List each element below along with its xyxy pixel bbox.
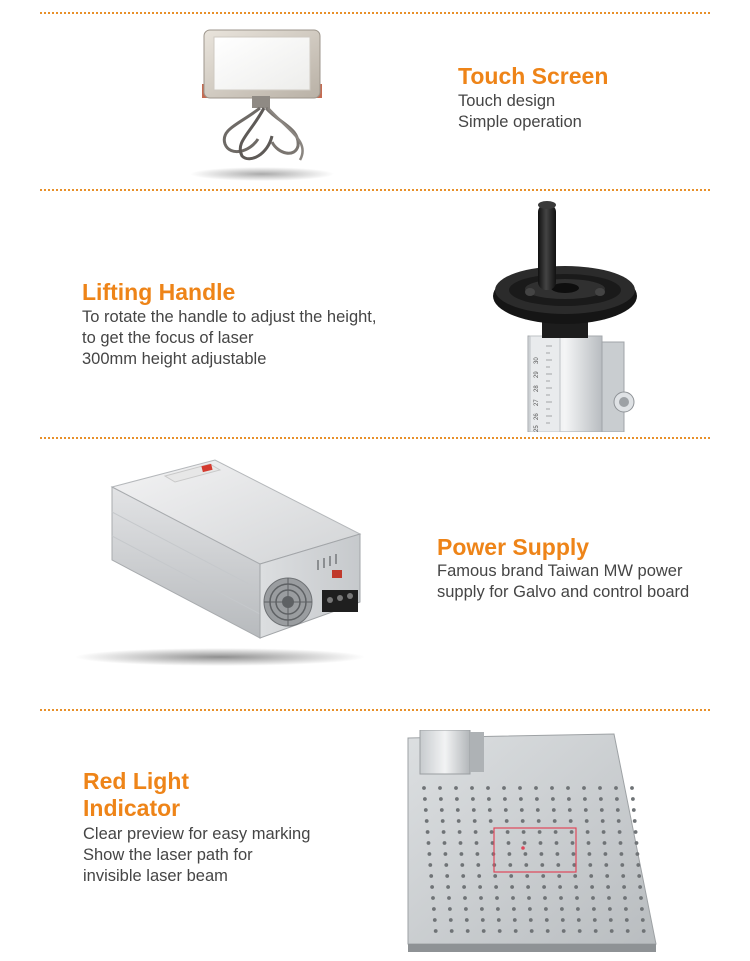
table-hole	[495, 896, 499, 900]
table-hole	[476, 863, 480, 867]
table-hole	[624, 907, 628, 911]
table-hole	[567, 797, 571, 801]
table-hole	[535, 797, 539, 801]
table-hole	[634, 830, 638, 834]
table-hole	[445, 874, 449, 878]
feature-title: Lifting Handle	[82, 279, 236, 305]
scale-tick-label: 25	[534, 425, 540, 432]
table-hole	[509, 874, 513, 878]
table-hole	[559, 896, 563, 900]
table-hole	[520, 808, 524, 812]
table-hole	[456, 808, 460, 812]
table-hole	[618, 830, 622, 834]
table-hole	[545, 918, 549, 922]
table-hole	[577, 918, 581, 922]
table-hole	[442, 830, 446, 834]
table-hole	[534, 786, 538, 790]
table-hole	[604, 863, 608, 867]
table-hole	[543, 896, 547, 900]
table-hole	[539, 841, 543, 845]
table-hole	[476, 852, 480, 856]
table-hole	[578, 929, 582, 933]
table-hole	[489, 819, 493, 823]
table-hole	[508, 852, 512, 856]
table-hole	[426, 830, 430, 834]
table-hole	[438, 786, 442, 790]
table-hole	[556, 852, 560, 856]
table-hole	[474, 830, 478, 834]
table-hole	[571, 841, 575, 845]
table-hole	[603, 841, 607, 845]
table-hole	[537, 819, 541, 823]
scale-tick-label: 27	[534, 399, 540, 406]
table-hole	[448, 907, 452, 911]
table-hole	[439, 797, 443, 801]
table-hole	[455, 797, 459, 801]
table-hole	[626, 929, 630, 933]
table-hole	[530, 929, 534, 933]
table-hole	[431, 896, 435, 900]
table-hole	[575, 896, 579, 900]
title-line: Indicator	[83, 795, 181, 821]
table-hole	[544, 907, 548, 911]
table-hole	[641, 918, 645, 922]
table-hole	[504, 808, 508, 812]
table-hole	[587, 841, 591, 845]
table-hole	[588, 852, 592, 856]
description-line: invisible laser beam	[83, 867, 228, 885]
scale-tick-label: 30	[534, 357, 540, 364]
feature-description	[458, 91, 582, 133]
table-hole	[446, 885, 450, 889]
table-hole	[434, 929, 438, 933]
table-hole	[472, 808, 476, 812]
table-hole	[525, 874, 529, 878]
table-hole	[642, 929, 646, 933]
description-line: 300mm height adjustable	[82, 350, 267, 368]
table-hole	[572, 852, 576, 856]
table-hole	[454, 786, 458, 790]
table-hole	[550, 786, 554, 790]
table-hole	[600, 808, 604, 812]
table-hole	[475, 841, 479, 845]
table-hole	[427, 841, 431, 845]
section-divider	[40, 709, 710, 711]
table-hole	[608, 907, 612, 911]
table-hole	[524, 863, 528, 867]
table-hole	[586, 830, 590, 834]
table-hole	[425, 819, 429, 823]
table-hole	[458, 830, 462, 834]
table-hole	[512, 907, 516, 911]
table-hole	[625, 918, 629, 922]
table-hole	[614, 786, 618, 790]
table-hole	[473, 819, 477, 823]
description-line: to get the focus of laser	[82, 329, 254, 347]
table-hole	[568, 808, 572, 812]
description-line: Touch design	[458, 92, 556, 110]
table-hole	[536, 808, 540, 812]
title-line: Red Light	[83, 768, 190, 794]
table-hole	[447, 896, 451, 900]
table-hole	[623, 896, 627, 900]
table-hole	[555, 841, 559, 845]
table-hole	[633, 819, 637, 823]
table-hole	[538, 830, 542, 834]
table-hole	[422, 786, 426, 790]
feature-title	[83, 768, 189, 822]
feature-description	[437, 561, 689, 603]
table-hole	[606, 885, 610, 889]
table-hole	[444, 863, 448, 867]
table-hole	[461, 874, 465, 878]
table-hole	[561, 918, 565, 922]
table-hole	[487, 797, 491, 801]
table-hole	[610, 929, 614, 933]
table-hole	[570, 830, 574, 834]
table-hole	[622, 885, 626, 889]
table-hole	[497, 918, 501, 922]
table-hole	[621, 874, 625, 878]
table-hole	[480, 907, 484, 911]
table-hole	[494, 885, 498, 889]
table-hole	[553, 819, 557, 823]
marking-table-image	[402, 730, 660, 956]
table-hole	[630, 786, 634, 790]
table-hole	[450, 929, 454, 933]
table-hole	[632, 808, 636, 812]
table-hole	[573, 874, 577, 878]
table-hole	[556, 863, 560, 867]
table-hole	[607, 896, 611, 900]
table-hole	[513, 918, 517, 922]
table-hole	[498, 929, 502, 933]
table-hole	[592, 907, 596, 911]
table-hole	[560, 907, 564, 911]
table-hole	[602, 830, 606, 834]
table-hole	[637, 874, 641, 878]
table-hole	[466, 929, 470, 933]
table-hole	[551, 797, 555, 801]
scale-tick-label: 28	[534, 385, 540, 392]
table-hole	[529, 918, 533, 922]
table-hole	[482, 929, 486, 933]
table-hole	[440, 808, 444, 812]
table-hole	[590, 885, 594, 889]
table-hole	[585, 819, 589, 823]
table-hole	[638, 885, 642, 889]
table-hole	[601, 819, 605, 823]
table-hole	[423, 797, 427, 801]
table-hole	[541, 874, 545, 878]
table-hole	[574, 885, 578, 889]
table-hole	[486, 786, 490, 790]
table-hole	[635, 841, 639, 845]
table-hole	[583, 797, 587, 801]
table-hole	[477, 874, 481, 878]
table-hole	[496, 907, 500, 911]
table-hole	[481, 918, 485, 922]
table-hole	[640, 907, 644, 911]
table-hole	[503, 797, 507, 801]
table-hole	[631, 797, 635, 801]
table-hole	[589, 874, 593, 878]
table-hole	[546, 929, 550, 933]
table-hole	[554, 830, 558, 834]
touch-screen-image	[180, 24, 340, 184]
description-line: Show the laser path for	[83, 846, 253, 864]
table-hole	[528, 907, 532, 911]
table-hole	[527, 896, 531, 900]
table-hole	[493, 874, 497, 878]
table-hole	[444, 852, 448, 856]
table-hole	[462, 885, 466, 889]
table-hole	[609, 918, 613, 922]
table-hole	[510, 885, 514, 889]
table-hole	[591, 896, 595, 900]
table-hole	[557, 874, 561, 878]
table-hole	[490, 830, 494, 834]
table-hole	[636, 852, 640, 856]
table-hole	[615, 797, 619, 801]
table-hole	[508, 863, 512, 867]
description-line: supply for Galvo and control board	[437, 583, 690, 601]
table-hole	[576, 907, 580, 911]
red-light-dot	[521, 846, 525, 850]
table-hole	[429, 874, 433, 878]
table-hole	[524, 852, 528, 856]
table-hole	[432, 907, 436, 911]
feature-title: Power Supply	[437, 534, 590, 560]
table-hole	[505, 819, 509, 823]
scale-tick-label: 29	[534, 371, 540, 378]
table-hole	[616, 808, 620, 812]
table-hole	[471, 797, 475, 801]
table-hole	[428, 852, 432, 856]
table-hole	[459, 841, 463, 845]
table-hole	[506, 830, 510, 834]
table-hole	[502, 786, 506, 790]
table-hole	[460, 852, 464, 856]
table-hole	[540, 863, 544, 867]
table-hole	[430, 885, 434, 889]
table-hole	[443, 841, 447, 845]
table-hole	[522, 830, 526, 834]
power-supply-image	[70, 452, 370, 672]
lifting-handle-image	[490, 196, 640, 432]
table-hole	[457, 819, 461, 823]
table-hole	[558, 885, 562, 889]
table-hole	[562, 929, 566, 933]
table-hole	[620, 863, 624, 867]
table-hole	[464, 907, 468, 911]
table-hole	[470, 786, 474, 790]
table-hole	[552, 808, 556, 812]
table-hole	[424, 808, 428, 812]
table-hole	[639, 896, 643, 900]
table-hole	[636, 863, 640, 867]
table-hole	[588, 863, 592, 867]
table-hole	[523, 841, 527, 845]
table-hole	[463, 896, 467, 900]
table-hole	[604, 852, 608, 856]
table-hole	[582, 786, 586, 790]
section-divider	[40, 189, 710, 191]
section-divider	[40, 437, 710, 439]
table-hole	[584, 808, 588, 812]
table-hole	[460, 863, 464, 867]
table-hole	[518, 786, 522, 790]
table-hole	[433, 918, 437, 922]
table-hole	[617, 819, 621, 823]
description-line: Famous brand Taiwan MW power	[437, 562, 683, 580]
table-hole	[519, 797, 523, 801]
table-hole	[479, 896, 483, 900]
table-hole	[569, 819, 573, 823]
feature-title: Touch Screen	[458, 63, 609, 89]
table-hole	[478, 885, 482, 889]
table-hole	[542, 885, 546, 889]
table-hole	[521, 819, 525, 823]
feature-description	[82, 307, 376, 370]
description-line: Simple operation	[458, 113, 582, 131]
table-hole	[465, 918, 469, 922]
table-hole	[566, 786, 570, 790]
table-hole	[441, 819, 445, 823]
table-hole	[507, 841, 511, 845]
table-hole	[599, 797, 603, 801]
feature-description	[83, 824, 310, 887]
table-hole	[605, 874, 609, 878]
table-hole	[488, 808, 492, 812]
table-hole	[619, 841, 623, 845]
table-hole	[526, 885, 530, 889]
table-hole	[514, 929, 518, 933]
table-hole	[428, 863, 432, 867]
table-hole	[594, 929, 598, 933]
scale-tick-label: 26	[534, 413, 540, 420]
table-hole	[620, 852, 624, 856]
table-hole	[492, 852, 496, 856]
description-line: To rotate the handle to adjust the height,	[82, 308, 377, 326]
table-hole	[449, 918, 453, 922]
table-hole	[598, 786, 602, 790]
table-hole	[511, 896, 515, 900]
section-divider	[40, 12, 710, 14]
description-line: Clear preview for easy marking	[83, 825, 311, 843]
table-hole	[593, 918, 597, 922]
table-hole	[540, 852, 544, 856]
